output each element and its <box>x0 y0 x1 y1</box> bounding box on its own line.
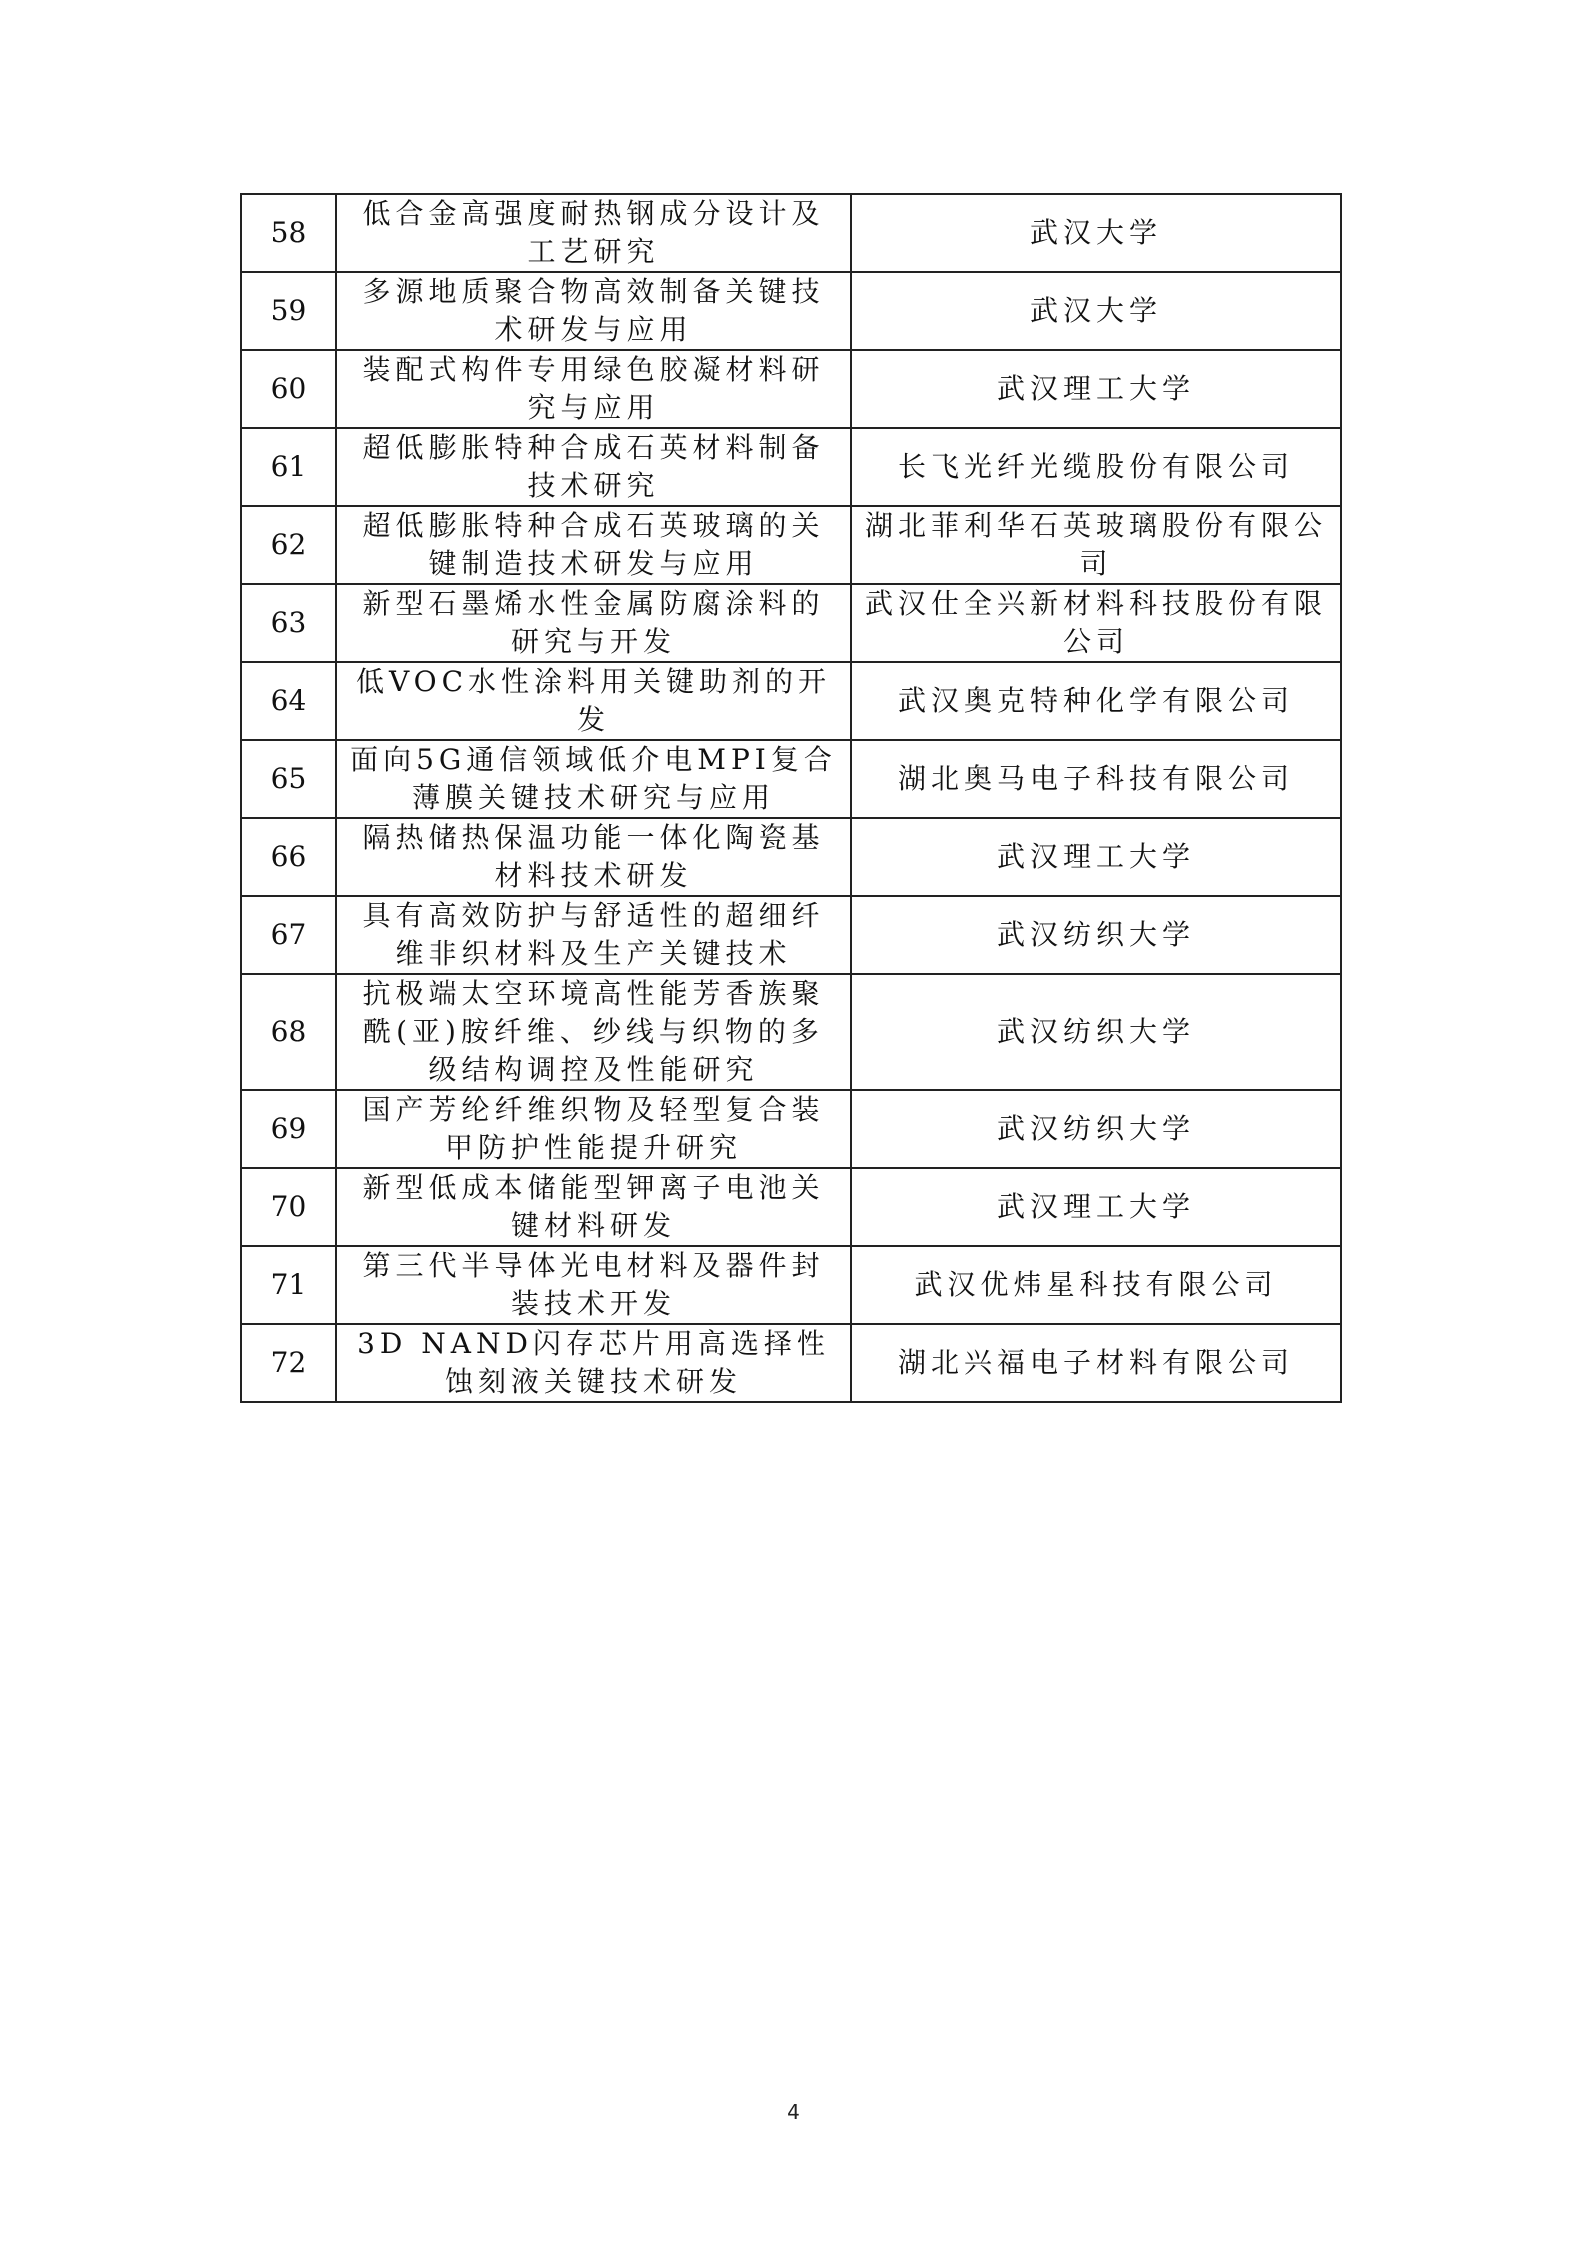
project-name: 新型低成本储能型钾离子电池关键材料研发 <box>336 1168 851 1246</box>
project-table <box>240 193 1342 1403</box>
project-name: 面向5G通信领域低介电MPI复合薄膜关键技术研究与应用 <box>336 740 851 818</box>
project-name: 抗极端太空环境高性能芳香族聚酰(亚)胺纤维、纱线与织物的多级结构调控及性能研究 <box>336 974 851 1090</box>
row-number: 70 <box>241 1168 336 1246</box>
table-row <box>241 584 1341 662</box>
project-name: 多源地质聚合物高效制备关键技术研发与应用 <box>336 272 851 350</box>
organization-name: 武汉奥克特种化学有限公司 <box>851 662 1341 740</box>
project-name: 第三代半导体光电材料及器件封装技术开发 <box>336 1246 851 1324</box>
organization-name: 武汉仕全兴新材料科技股份有限公司 <box>851 584 1341 662</box>
organization-name: 武汉纺织大学 <box>851 896 1341 974</box>
table-row <box>241 662 1341 740</box>
table-row <box>241 1168 1341 1246</box>
project-name: 具有高效防护与舒适性的超细纤维非织材料及生产关键技术 <box>336 896 851 974</box>
row-number: 62 <box>241 506 336 584</box>
organization-name: 武汉纺织大学 <box>851 1090 1341 1168</box>
organization-name: 武汉理工大学 <box>851 1168 1341 1246</box>
row-number: 72 <box>241 1324 336 1402</box>
project-name: 装配式构件专用绿色胶凝材料研究与应用 <box>336 350 851 428</box>
organization-name: 长飞光纤光缆股份有限公司 <box>851 428 1341 506</box>
table-row <box>241 506 1341 584</box>
project-name: 超低膨胀特种合成石英玻璃的关键制造技术研发与应用 <box>336 506 851 584</box>
table-row <box>241 896 1341 974</box>
row-number: 60 <box>241 350 336 428</box>
project-name: 新型石墨烯水性金属防腐涂料的研究与开发 <box>336 584 851 662</box>
table-row <box>241 1246 1341 1324</box>
organization-name: 武汉大学 <box>851 272 1341 350</box>
row-number: 59 <box>241 272 336 350</box>
project-name: 低VOC水性涂料用关键助剂的开发 <box>336 662 851 740</box>
organization-name: 湖北兴福电子材料有限公司 <box>851 1324 1341 1402</box>
page-number: 4 <box>787 2100 800 2124</box>
row-number: 71 <box>241 1246 336 1324</box>
row-number: 66 <box>241 818 336 896</box>
table-row <box>241 272 1341 350</box>
project-name: 超低膨胀特种合成石英材料制备技术研究 <box>336 428 851 506</box>
row-number: 61 <box>241 428 336 506</box>
project-name: 3D NAND闪存芯片用高选择性蚀刻液关键技术研发 <box>336 1324 851 1402</box>
table-row <box>241 428 1341 506</box>
organization-name: 湖北菲利华石英玻璃股份有限公司 <box>851 506 1341 584</box>
organization-name: 武汉理工大学 <box>851 350 1341 428</box>
row-number: 64 <box>241 662 336 740</box>
row-number: 67 <box>241 896 336 974</box>
organization-name: 武汉纺织大学 <box>851 974 1341 1090</box>
organization-name: 武汉大学 <box>851 194 1341 272</box>
organization-name: 湖北奥马电子科技有限公司 <box>851 740 1341 818</box>
project-name: 国产芳纶纤维织物及轻型复合装甲防护性能提升研究 <box>336 1090 851 1168</box>
organization-name: 武汉理工大学 <box>851 818 1341 896</box>
table-row <box>241 818 1341 896</box>
row-number: 65 <box>241 740 336 818</box>
row-number: 63 <box>241 584 336 662</box>
row-number: 69 <box>241 1090 336 1168</box>
table-row <box>241 1324 1341 1402</box>
table-row <box>241 974 1341 1090</box>
organization-name: 武汉优炜星科技有限公司 <box>851 1246 1341 1324</box>
project-name: 隔热储热保温功能一体化陶瓷基材料技术研发 <box>336 818 851 896</box>
row-number: 58 <box>241 194 336 272</box>
table-row <box>241 194 1341 272</box>
table-body <box>241 194 1341 1402</box>
table-row <box>241 1090 1341 1168</box>
table-row <box>241 740 1341 818</box>
project-name: 低合金高强度耐热钢成分设计及工艺研究 <box>336 194 851 272</box>
row-number: 68 <box>241 974 336 1090</box>
table-row <box>241 350 1341 428</box>
